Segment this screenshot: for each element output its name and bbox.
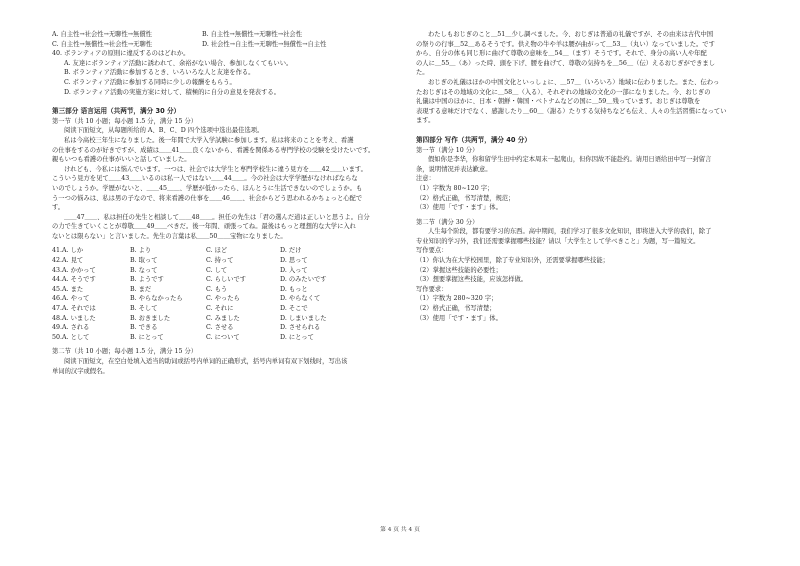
choice: D. にとって bbox=[280, 333, 314, 341]
choice: D. もっと bbox=[280, 285, 308, 293]
sec2-title: 第二节（共 10 小题；每小题 1.5 分，满分 15 分） bbox=[52, 348, 198, 356]
writing1-note: （1）字数为 80~120 字； bbox=[416, 184, 494, 192]
choice: C. らしいです bbox=[206, 276, 247, 284]
writing2-title: 第二节（满分 30 分） bbox=[416, 218, 479, 226]
choice-row-41 bbox=[52, 246, 382, 256]
writing1-note: （2）格式正确，书写清楚，规范； bbox=[416, 194, 515, 202]
passage-line: の仕事をするのが好きですが、成績は＿＿41＿＿良くないから、看護を関係ある専門学校の受験を受けたいです。 bbox=[52, 146, 375, 154]
choice: B. まだ bbox=[130, 285, 152, 293]
choice: C. して bbox=[206, 266, 228, 274]
choice: 44.A. そうです bbox=[52, 276, 96, 284]
choice-row-43 bbox=[52, 266, 382, 276]
passage-line: いのでしょうか。学歴がないと、＿＿45＿＿、学歴が低かったら、ほんとうに生活できないのでしょうか。も bbox=[52, 184, 363, 192]
passage-line: たおじぎはその地域の文化に＿58＿（入る）、それぞれの地域の文化の一部になりました。今、おじぎの bbox=[416, 88, 711, 96]
option: A. 自主性→社会性→无聊性→無償性 bbox=[52, 31, 152, 38]
choice-row-49 bbox=[52, 323, 382, 333]
writing2-req: （2）格式正确，书写清楚； bbox=[416, 305, 496, 313]
sec1-title: 第一节（共 10 小题；每小题 1.5 分，满分 15 分） bbox=[52, 117, 198, 125]
choice: C. 持って bbox=[206, 257, 234, 265]
passage-line: こういう見方を见て＿＿43＿＿いるのは私一人ではない＿＿44＿＿。今の社会は大学学歴がなければならな bbox=[52, 175, 358, 183]
q40-option: A. 友達にボランティア活動に誘われて、余裕がない場合、参加しなくてもいい。 bbox=[64, 59, 293, 67]
writing2-body: 专业知识的学习外，我们还需要掌握哪些技能？请以「大学生として学べきこと」为题，写一篇短文。 bbox=[416, 237, 700, 245]
passage-line: 私は今高校三年生になりました。後一年間で大学入学試験に参加します。私は将来のことを考え、看護 bbox=[64, 136, 354, 144]
choice-row-44 bbox=[52, 275, 382, 285]
passage-line: す。 bbox=[52, 204, 65, 212]
choice: D. のみたいです bbox=[280, 276, 327, 284]
passage-line: た。 bbox=[416, 69, 429, 77]
choice: D. 思って bbox=[280, 257, 308, 265]
q40-stem: 40. ボランティアの原則に違反するのはどれか。 bbox=[52, 50, 190, 58]
choice: 47.A. それでは bbox=[52, 305, 96, 313]
sec1-instructions: 阅读下面短文，从每题所给的 A、B、C、D 四个选项中选出最佳选项。 bbox=[64, 127, 264, 135]
choice: B. そして bbox=[130, 305, 158, 313]
choice: 42.A. 見て bbox=[52, 257, 84, 265]
writing1-title: 第一节（满分 10 分） bbox=[416, 146, 479, 154]
writing1-note-title: 注意： bbox=[416, 175, 435, 183]
choice-row-46 bbox=[52, 294, 382, 304]
passage-line: の祭りの行事＿52＿あるそうです。供え物の牛や羊は腰が曲がって＿53＿（丸い）なっていました。です bbox=[416, 40, 715, 48]
passage-line: 親もいつも看護の仕事がいいと話していました。 bbox=[52, 156, 191, 164]
choice: B. 取って bbox=[130, 257, 158, 265]
choice: B. より bbox=[130, 247, 152, 255]
choice: D. しまいました bbox=[280, 314, 327, 322]
option: B. 自主性→無償性→无聊性→社会性 bbox=[202, 31, 303, 38]
choice: C. ほど bbox=[206, 247, 228, 255]
passage-line: けれども、今私には悩んでいます。一つは、社会では大学生と専門学校生に違う見方を＿＿42＿＿います。 bbox=[64, 165, 367, 173]
q39-options-row-1 bbox=[52, 30, 382, 40]
choice: B. ようです bbox=[130, 276, 164, 284]
choice-row-47 bbox=[52, 304, 382, 314]
writing2-req: （1）字数为 280~320 字； bbox=[416, 295, 498, 303]
choice: B. なって bbox=[130, 266, 158, 274]
passage-line: ます。 bbox=[416, 117, 435, 125]
writing1-body: 假如你是李华，你和留学生田中约定本周末一起爬山，但你因故不能赴约。请用日语给田中写一封留言 bbox=[428, 156, 712, 164]
choice: B. やらなかったら bbox=[130, 295, 183, 303]
choice: D. 入って bbox=[280, 266, 308, 274]
choice: 50.A. として bbox=[52, 333, 90, 341]
choice: C. もう bbox=[206, 285, 228, 293]
choice: 45.A. また bbox=[52, 285, 84, 293]
left-column bbox=[52, 30, 382, 376]
writing2-body: 人生每个阶段，都有要学习的东西。高中期间，我们学习了很多文化知识，即将进入大学的我们，除了 bbox=[428, 228, 712, 236]
passage-line: 礼儀は中国のほかに、日本・朝鮮・韓国・ベトナムなどの国に＿59＿残っています。おじぎは尊敬を bbox=[416, 98, 701, 106]
page-number: 第 4 页 共 4 页 bbox=[380, 527, 420, 533]
writing2-point: （3）想要掌握这些技能，应该怎样做。 bbox=[416, 276, 528, 284]
q40-option: B. ボランティア活動に参加するとき、いろいろな人と友達を作る。 bbox=[64, 69, 255, 77]
option: C. 自主性→無償性→社会性→无聊性 bbox=[52, 40, 152, 48]
part3-title: 第三部分 语言运用（共两节，满分 30 分） bbox=[52, 107, 181, 116]
passage-line: わたしもおじぎのこと＿51＿少し調べました。今、おじぎは普通の礼儀ですが、その由来は古代中国 bbox=[428, 31, 714, 38]
writing2-point: （2）掌握这些技能的必要性； bbox=[416, 266, 502, 274]
passage-line: おじぎの礼儀はほかの中国文化といっしょに、＿57＿（いろいろ）地域に伝わりました。また、伝わっ bbox=[428, 78, 720, 86]
writing2-req: （3）使用「です・ます」体。 bbox=[416, 314, 502, 322]
passage-line: から、自分の体も同じ形に曲げて尊敬の意味を＿54＿（ます）そうです。それで、身分の高い人や年配 bbox=[416, 50, 707, 58]
choice: C. について bbox=[206, 333, 240, 341]
passage-line: の力で生きていくことが尊敬＿＿49＿＿べきだ。後一年間、頑張ってね。最後はもっと理想的な大学に入れ bbox=[52, 223, 356, 231]
choice: 43.A. かかって bbox=[52, 266, 96, 274]
choice: B. できる bbox=[130, 324, 158, 332]
choice: C. みました bbox=[206, 314, 240, 322]
sec2-instructions: 单词的汉字或假名。 bbox=[52, 367, 109, 375]
option: D. 社会性→自主性→无聊性→無償性→自主性 bbox=[202, 40, 327, 48]
choice: C. させる bbox=[206, 324, 234, 332]
passage-line: 表現する意味だけでなく、感謝したり＿60＿（謝る）たりする気持ちなども伝え、人々の生活習慣になってい bbox=[416, 107, 727, 115]
choice: B. にとって bbox=[130, 333, 164, 341]
choice: 49.A. される bbox=[52, 324, 90, 332]
choice-row-45 bbox=[52, 285, 382, 295]
choice: D. させられる bbox=[280, 324, 321, 332]
q40-option: C. ボランティア活動に参加する同時に少しの報酬をもらう。 bbox=[64, 78, 236, 86]
choice: 48.A. いました bbox=[52, 314, 96, 322]
q39-options-row-2 bbox=[52, 40, 382, 50]
passage-line: ないとは限らない」と言いました。先生の言葉は私＿＿50＿＿宝物になりました。 bbox=[52, 232, 287, 240]
choice: 46.A. やって bbox=[52, 295, 90, 303]
choice: 41.A. しか bbox=[52, 247, 84, 255]
choice: B. おきました bbox=[130, 314, 171, 322]
passage-line: う一つの悩みは、私は男の子なので、将来看護の仕事を＿＿46＿＿、社会からどう思われるかちょっと心配で bbox=[52, 194, 363, 202]
choice: C. それに bbox=[206, 305, 234, 313]
writing1-note: （3）使用「です・ます」体。 bbox=[416, 204, 502, 212]
choice: D. やらなくて bbox=[280, 295, 321, 303]
part4-title: 第四部分 写作（共两节，满分 40 分） bbox=[416, 135, 531, 144]
writing2-req-title: 写作要求： bbox=[416, 285, 448, 293]
writing2-point: （1）你认为在大学校园里，除了专业知识外，还需要掌握哪些技能； bbox=[416, 257, 609, 265]
choice: D. そこで bbox=[280, 305, 308, 313]
sec2-instructions: 阅读下面短文，在空白处填入适当的助词或括号内单词的正确形式，括号内单词有双下划线时，写出该 bbox=[64, 358, 348, 365]
choice: D. だけ bbox=[280, 247, 302, 255]
writing2-points-title: 写作要点： bbox=[416, 247, 448, 255]
choice-row-50 bbox=[52, 333, 382, 343]
choice: C. やったら bbox=[206, 295, 240, 303]
choice-row-48 bbox=[52, 314, 382, 324]
passage-line: ＿＿47＿＿、私は担任の先生と相談して＿＿48＿＿。担任の先生は「君の選んだ道は正しいと思うよ。自分 bbox=[64, 213, 370, 221]
q40-option: D. ボランティア活動の実施方案に対して、積極的に自分の意見を発表する。 bbox=[64, 88, 280, 96]
answer-choices bbox=[52, 246, 382, 342]
choice-row-42 bbox=[52, 256, 382, 266]
right-column bbox=[416, 30, 752, 323]
writing1-body: 条，说明情况并表达歉意。 bbox=[416, 165, 492, 173]
passage-line: の人に＿55＿（あ）った時、頭を下げ、腰を曲げて、尊敬の気持ちを＿56＿（伝）えるおじぎができまし bbox=[416, 59, 716, 67]
